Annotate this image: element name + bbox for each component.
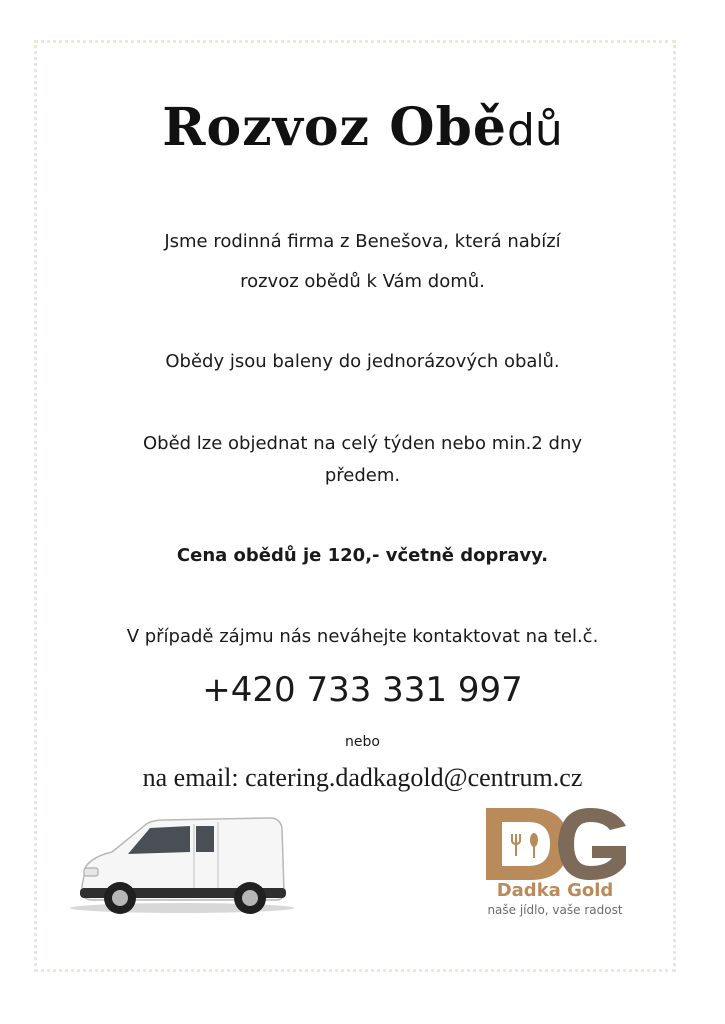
- price-text: Cena obědů je 120,- včetně dopravy.: [176, 545, 549, 566]
- contact-intro: V případě zájmu nás neváhejte kontaktovat na tel.č.: [126, 626, 599, 647]
- brand-tagline: naše jídlo, vaše radost: [487, 903, 623, 917]
- or-text: nebo: [345, 734, 380, 750]
- order-line-1: Oběd lze objednat na celý týden nebo min.2 dny: [142, 433, 583, 454]
- page-title: [0, 96, 725, 163]
- title-part-1: Rozvoz Obě: [162, 97, 507, 158]
- intro-line-1: Jsme rodinná firma z Benešova, která nabízí: [164, 231, 561, 252]
- packaging-text: Obědy jsou baleny do jednorázových obalů.: [165, 351, 560, 372]
- order-line-2: předem.: [324, 465, 401, 486]
- email-line[interactable]: na email: catering.dadkagold@centrum.cz: [142, 763, 583, 792]
- intro-line-2: rozvoz obědů k Vám domů.: [240, 271, 485, 292]
- brand-name: Dadka Gold: [496, 880, 614, 901]
- phone-number[interactable]: +420 733 331 997: [202, 670, 523, 710]
- delivery-van-image: [64, 808, 304, 918]
- title-part-2: dů: [506, 105, 563, 156]
